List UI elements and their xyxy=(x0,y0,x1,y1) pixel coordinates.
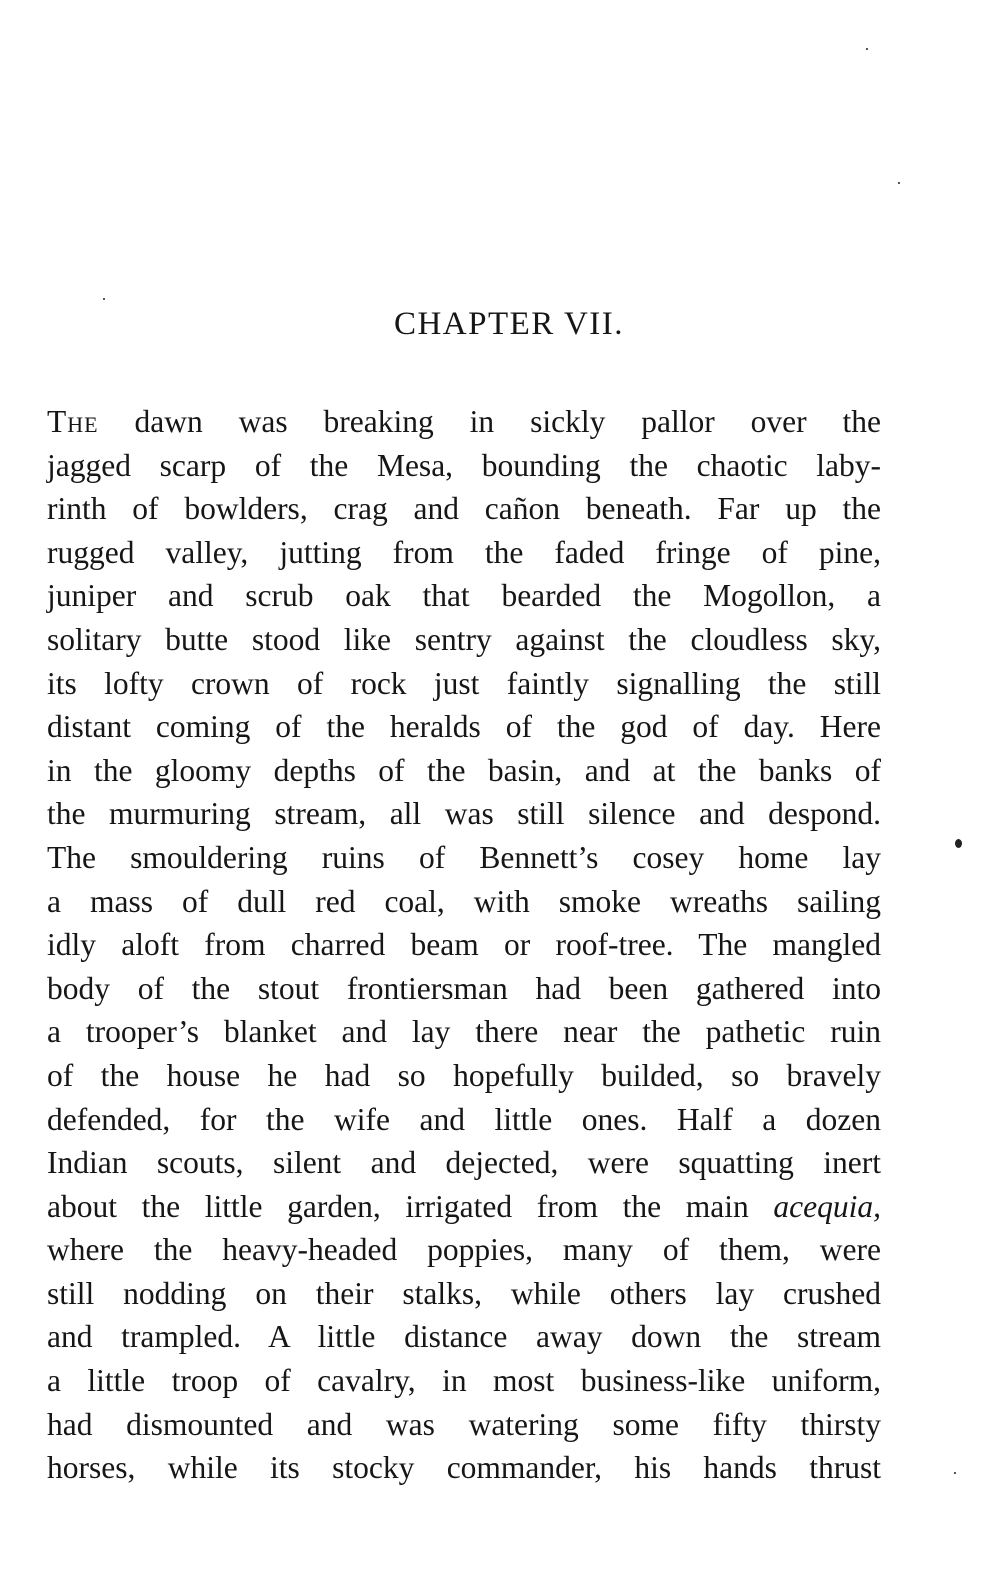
text-line: still nodding on their stalks, while others lay crushed xyxy=(47,1275,881,1311)
text-line: defended, for the wife and little ones. Half a dozen xyxy=(47,1101,881,1137)
text-line: in the gloomy depths of the basin, and at the banks of xyxy=(47,752,881,788)
chapter-heading: CHAPTER VII. xyxy=(393,306,625,342)
text-line: jagged scarp of the Mesa, bounding the chaotic laby- xyxy=(47,447,881,483)
text-line: Indian scouts, silent and dejected, were squatting inert xyxy=(47,1145,881,1181)
text-line: rinth of bowlders, crag and cañon beneath. Far up the xyxy=(47,491,881,527)
text-line: about the little garden, irrigated from the main acequia, xyxy=(47,1188,881,1224)
text-line: solitary butte stood like sentry against the cloudless sky, xyxy=(47,621,881,657)
text-line: distant coming of the heralds of the god of day. Here xyxy=(47,709,881,745)
scan-speck xyxy=(103,298,105,300)
text-line: idly aloft from charred beam or roof-tree. The mangled xyxy=(47,927,881,963)
paragraph xyxy=(47,400,881,1490)
text-line: body of the stout frontiersman had been gathered into xyxy=(47,970,881,1006)
text-line: rugged valley, jutting from the faded fringe of pine, xyxy=(47,534,881,570)
text-line: where the heavy-headed poppies, many of them, were xyxy=(47,1232,881,1268)
italic-word: acequia, xyxy=(773,1188,881,1224)
text-line: of the house he had so hopefully builded, so bravely xyxy=(47,1057,881,1093)
text-line: a mass of dull red coal, with smoke wreaths sailing xyxy=(47,883,881,919)
scan-speck xyxy=(866,48,868,50)
text-line: juniper and scrub oak that bearded the Mogollon, a xyxy=(47,578,881,614)
text-line: horses, while its stocky commander, his hands thrust xyxy=(47,1450,881,1486)
text-line: the murmuring stream, all was still silence and despond. xyxy=(47,796,881,832)
scan-speck xyxy=(898,182,900,184)
text-line: a little troop of cavalry, in most business-like uniform, xyxy=(47,1363,881,1399)
text-line: The dawn was breaking in sickly pallor over the xyxy=(47,404,881,439)
scan-speck xyxy=(954,1472,956,1474)
lead-caps: The xyxy=(47,404,99,439)
text-line: and trampled. A little distance away down the stream xyxy=(47,1319,881,1355)
text-line: had dismounted and was watering some fifty thirsty xyxy=(47,1406,881,1442)
text-line: its lofty crown of rock just faintly signalling the still xyxy=(47,665,881,701)
text-line: The smouldering ruins of Bennett’s cosey home lay xyxy=(47,839,881,875)
text-line: a trooper’s blanket and lay there near the pathetic ruin xyxy=(47,1014,881,1050)
scan-speck xyxy=(955,839,962,848)
